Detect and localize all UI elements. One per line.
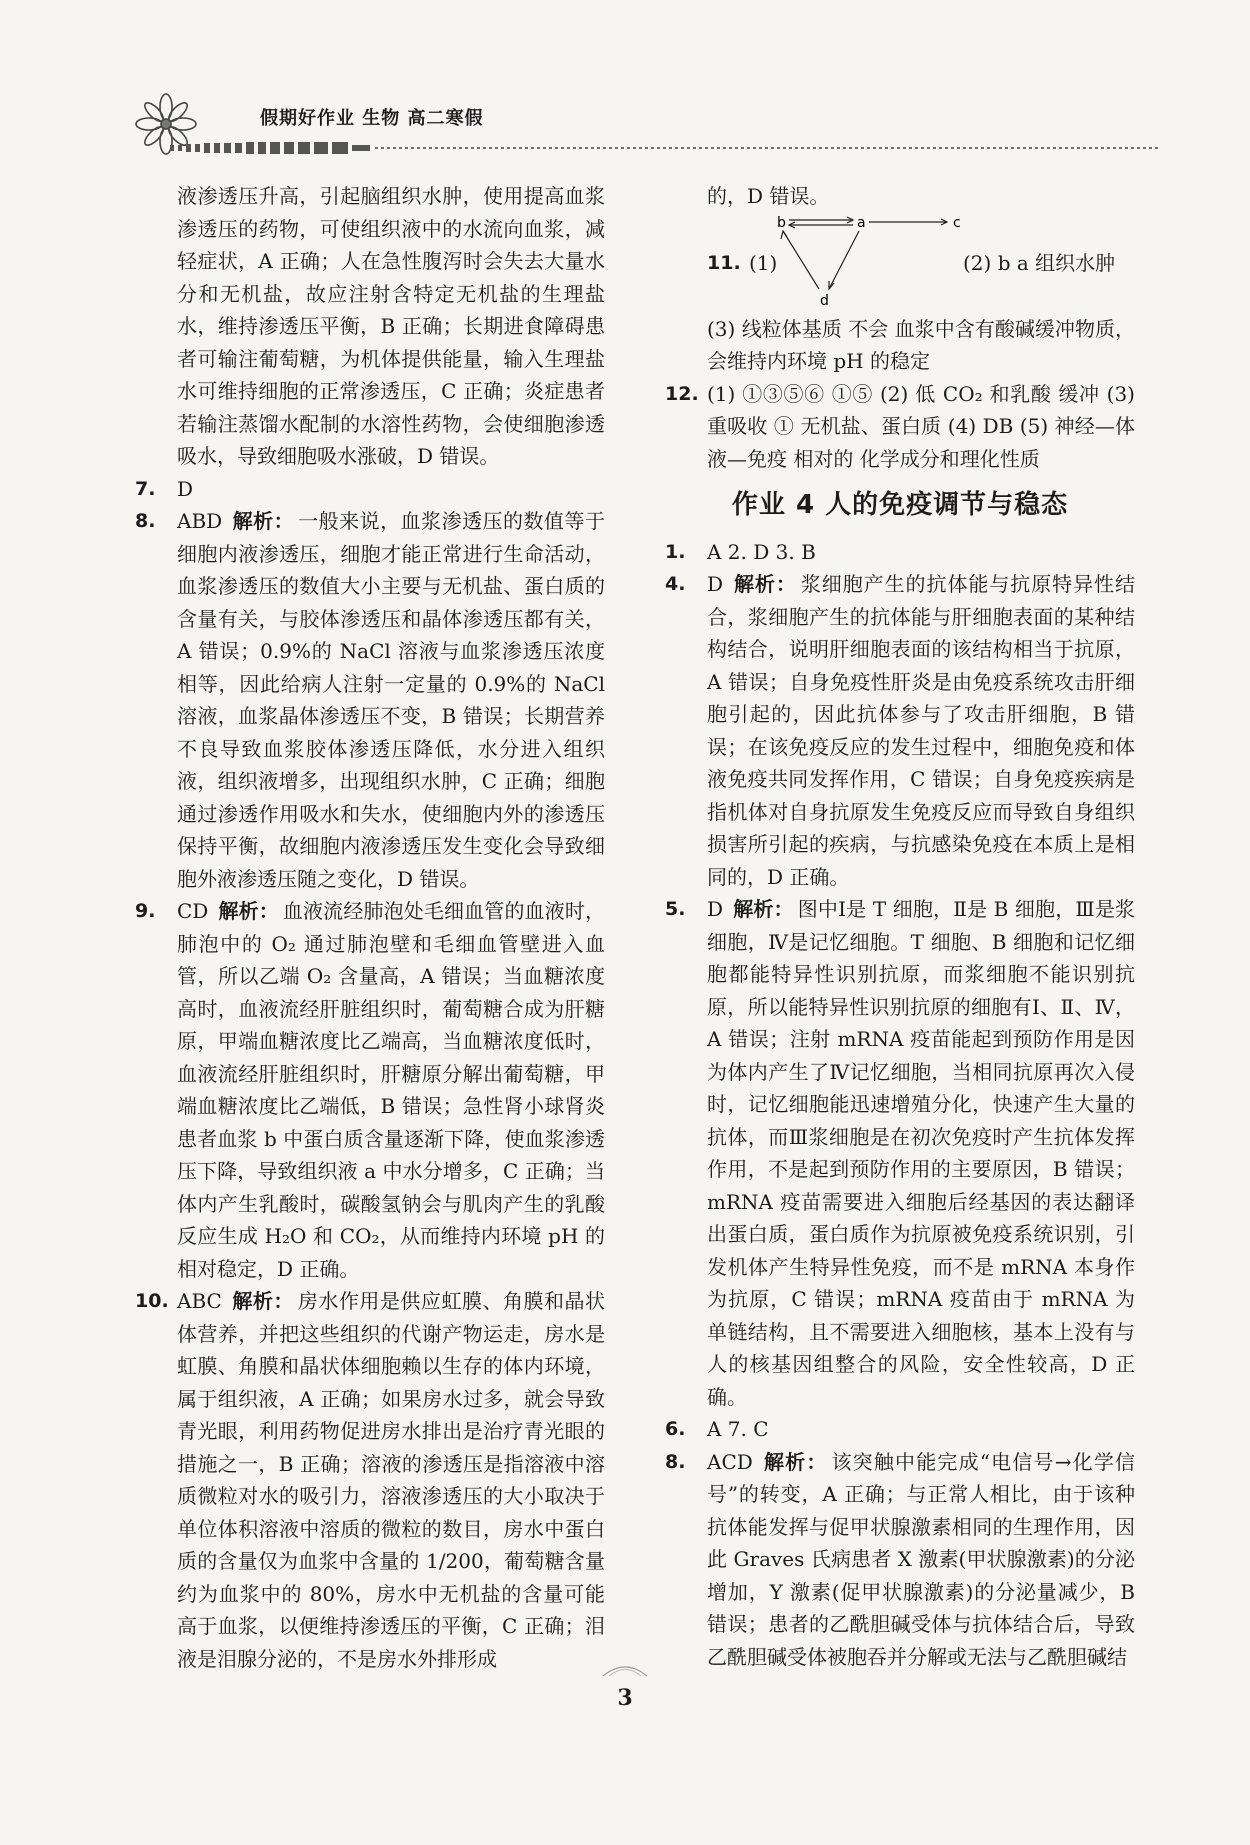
answer-text: D <box>707 897 724 921</box>
answer-text: D <box>707 572 724 596</box>
page-header <box>130 92 1160 162</box>
right-column <box>665 180 1135 1673</box>
question-number: 1. <box>665 540 686 563</box>
question-number: 8. <box>665 1450 686 1473</box>
answer-q12 <box>665 378 1135 476</box>
analysis-text: 一般来说，血浆渗透压的数值等于细胞内液渗透压，细胞才能正常进行生命活动，血浆渗透压的数值大小主要与无机盐、蛋白质的含量有关，与胶体渗透压和晶体渗透压都有关，A 错误；0.9%的 NaCl 溶液与血浆渗透压浓度相等，因此给病人注射一定量的 0.9%的 NaCl 溶液，血浆晶体渗透压不变，B 错误；长期营养不良导致血浆胶体渗透压降低，水分进入组织液，组织液增多，出现组织水肿，C 正确；细胞通过渗透作用吸水和失水，使细胞内外的渗透压保持平衡，故细胞内液渗透压发生变化会导致细胞外液渗透压随之变化，D 错误。 <box>177 509 606 891</box>
answer-text: ABD <box>177 509 223 533</box>
diagram-label-a: a <box>857 214 866 231</box>
question-number: 10. <box>135 1290 169 1312</box>
analysis-text: 图中Ⅰ是 T 细胞，Ⅱ是 B 细胞，Ⅲ是浆细胞，Ⅳ是记忆细胞。T 细胞、B 细胞和记忆细胞都能特异性识别抗原，而浆细胞不能识别抗原，所以能特异性识别抗原的细胞有Ⅰ、Ⅱ、Ⅳ，A 错误；注射 mRNA 疫苗能起到预防作用是因为体内产生了Ⅳ记忆细胞，当相同抗原再次入侵时，记忆细胞能迅速增殖分化，快速产生大量的抗体，而Ⅲ浆细胞是在初次免疫时产生抗体发挥作用，不是起到预防作用的主要原因，B 错误；mRNA 疫苗需要进入细胞后经基因的表达翻译出蛋白质，蛋白质作为抗原被免疫系统识别，引发机体产生特异性免疫，而不是 mRNA 本身作为抗原，C 错误；mRNA 疫苗由于 mRNA 为单链结构，且不需要进入细胞核，基本上没有与人的核基因组整合的风险，安全性较高，D 正确。 <box>707 897 1136 1409</box>
q11-part2: (2) b a 组织水肿 <box>963 250 1116 275</box>
answer-q9 <box>135 895 605 1285</box>
page-number: 3 <box>617 1685 633 1711</box>
section-title: 作业 4 人的免疫调节与稳态 <box>731 490 1069 520</box>
answer-q1-3 <box>665 536 1135 569</box>
q6-continuation: 液渗透压升高，引起脑组织水肿，使用提高血浆渗透压的药物，可使组织液中的水流向血浆，减轻症状，A 正确；人在急性腹泻时会失去大量水分和无机盐，故应注射含特定无机盐的生理盐水，维持渗透压平衡，B 正确；长期进食障碍患者可输注葡萄糖，为机体提供能量，输入生理盐水可维持细胞的正常渗透压，C 正确；炎症患者若输注蒸馏水配制的水溶性药物，会使细胞渗透吸水，导致细胞吸水涨破，D 错误。 <box>177 184 605 468</box>
answer-q11 <box>665 213 1135 378</box>
analysis-label: 解析： <box>733 572 797 596</box>
answer-q5 <box>665 893 1135 1413</box>
analysis-label: 解析： <box>232 509 295 533</box>
question-number: 7. <box>135 477 156 500</box>
question-number: 4. <box>665 573 686 595</box>
answer-q4 <box>665 568 1135 893</box>
answer-q7 <box>135 473 605 506</box>
answer-text: A 2. D 3. B <box>707 539 816 564</box>
question-number: 8. <box>135 510 156 532</box>
diagram-label-d: d <box>820 292 829 309</box>
diagram-label-b: b <box>777 214 786 231</box>
question-number: 11. <box>707 251 741 274</box>
page-number-ornament-icon <box>595 1660 655 1680</box>
answer-q6-7 <box>665 1413 1135 1446</box>
analysis-label: 解析： <box>218 899 279 923</box>
header-divider <box>170 142 1160 154</box>
answer-text: D <box>177 476 194 501</box>
q11-diagram-row <box>707 213 1135 313</box>
analysis-text: 浆细胞产生的抗体能与抗原特异性结合，浆细胞产生的抗体能与肝细胞表面的某种结构结合，说明肝细胞表面的该结构相当于抗原，A 错误；自身免疫性肝炎是由免疫系统攻击肝细胞引起的，因此抗体参与了攻击肝细胞，B 错误；在该免疫反应的发生过程中，细胞免疫和体液免疫共同发挥作用，C 错误；自身免疫疾病是指机体对自身抗原发生免疫反应而导致自身组织损害所引起的疾病，与抗感染免疫在本质上是相同的，D 正确。 <box>707 572 1136 889</box>
answer-text: CD <box>177 899 209 923</box>
q11-part1: (1) <box>749 250 778 275</box>
analysis-label: 解析： <box>762 1449 828 1474</box>
analysis-text: 血液流经肺泡处毛细血管的血液时，肺泡中的 O₂ 通过肺泡壁和毛细血管壁进入血管，所以乙端 O₂ 含量高，A 错误；当血糖浓度高时，血液流经肝脏组织时，葡萄糖合成为肝糖原，甲端血糖浓度比乙端高，当血糖浓度低时，血液流经肝脏组织时，肝糖原分解出葡萄糖，甲端血糖浓度比乙端低，B 错误；急性肾小球肾炎患者血浆 b 中蛋白质含量逐渐下降，使血浆渗透压下降，导致组织液 a 中水分增多，C 正确；当体内产生乳酸时，碳酸氢钠会与肌肉产生的乳酸反应生成 H₂O 和 CO₂，从而维持内环境 pH 的相对稳定，D 正确。 <box>177 899 606 1281</box>
question-number: 12. <box>665 382 699 405</box>
analysis-text: 房水作用是供应虹膜、角膜和晶状体营养，并把这些组织的代谢产物运走，房水是虹膜、角膜和晶状体细胞赖以生存的体内环境，属于组织液，A 正确；如果房水过多，就会导致青光眼，利用药物促进房水排出是治疗青光眼的措施之一，B 正确；溶液的渗透压是指溶液中溶质微粒对水的吸引力，溶液渗透压的大小取决于单位体积溶液中溶质的微粒的数目，房水中蛋白质的含量仅为血浆中含量的 1/200，葡萄糖含量约为血浆中的 80%，房水中无机盐的含量可能高于血浆，以便维持渗透压的平衡，C 正确；泪液是泪腺分泌的，不是房水外排形成 <box>177 1289 606 1671</box>
answer-q8-right <box>665 1446 1135 1674</box>
answer-q8 <box>135 505 605 895</box>
answer-text: ABC <box>177 1289 222 1313</box>
q10-continuation: 的，D 错误。 <box>707 184 830 208</box>
answer-text: ACD <box>707 1449 753 1474</box>
question-number: 6. <box>665 1418 686 1440</box>
question-number: 5. <box>665 898 686 920</box>
header-title: 假期好作业 生物 高二寒假 <box>260 108 484 129</box>
analysis-label: 解析： <box>733 897 794 921</box>
answer-text: (1) ①③⑤⑥ ①⑤ (2) 低 CO₂ 和乳酸 缓冲 (3) 重吸收 ① 无机盐、蛋白质 (4) DB (5) 神经—体液—免疫 相对的 化学成分和理化性质 <box>707 381 1135 471</box>
answer-text: A 7. C <box>707 1417 769 1441</box>
fluid-exchange-diagram <box>775 209 965 309</box>
left-column <box>135 180 605 1675</box>
question-number: 9. <box>135 900 156 922</box>
analysis-label: 解析： <box>231 1289 294 1313</box>
analysis-text: 该突触中能完成“电信号→化学信号”的转变，A 正确；与正常人相比，由于该种抗体能发挥与促甲状腺激素相同的生理作用，因此 Graves 氏病患者 X 激素(甲状腺激素)的分泌增加，Y 激素(促甲状腺激素)的分泌量减少，B 错误；患者的乙酰胆碱受体与抗体结合后，导致乙酰胆碱受体被胞吞并分解或无法与乙酰胆碱结 <box>707 1449 1135 1669</box>
q11-part3: (3) 线粒体基质 不会 血浆中含有酸碱缓冲物质，会维持内环境 pH 的稳定 <box>707 316 1135 373</box>
answer-q10 <box>135 1285 605 1675</box>
diagram-label-c: c <box>953 214 961 231</box>
